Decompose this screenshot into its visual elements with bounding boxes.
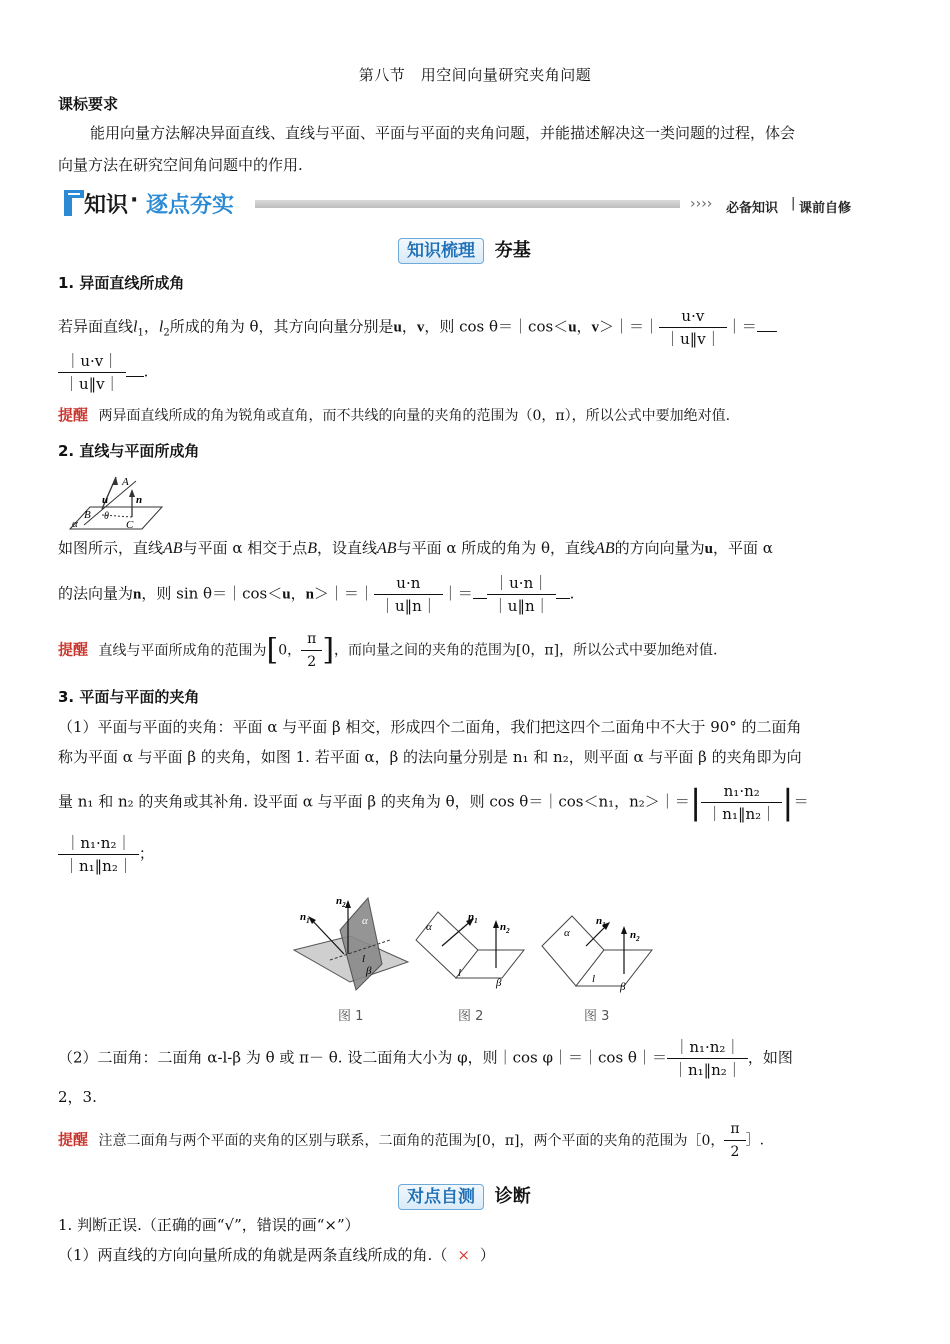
svg-text:n1: $n_1$ (300, 911, 310, 925)
fig-label-B: B (84, 509, 91, 521)
s2-pi-num: π (301, 628, 322, 651)
s1-tip-text: 两异面直线所成的角为锐角或直角，而不共线的向量的夹角的范围为（0，π），所以公式中要加绝对值. (98, 408, 731, 424)
s3-pi-over-2 (724, 1118, 745, 1163)
line-plane-figure (58, 473, 168, 533)
s1-tip (58, 400, 730, 431)
s3-p1-line1: （1）平面与平面的夹角：平面 α 与平面 β 相交，形成四个二面角，我们把这四个二面角中不大于 90° 的二面角 (58, 718, 802, 736)
figure-1 (290, 890, 420, 1000)
svg-text:α: α (564, 927, 570, 939)
s1-comma: ， (401, 317, 417, 336)
svg-text:n1: $n_1$ (468, 911, 478, 925)
s1-tip-label: 提醒 (58, 406, 89, 424)
s1-answer-fraction (58, 350, 126, 395)
s2-line2-a: 的法向量为 (58, 584, 134, 603)
section-tag2-suffix: 诊断 (494, 1186, 531, 1207)
svg-text:n2: $n_2$ (500, 921, 510, 935)
svg-text:β: β (366, 965, 372, 977)
s1-ans-num: ｜u·v｜ (58, 350, 126, 373)
s1-formula-line: 若异面直线$l_1$，$l_2$所成的角为 θ，其方向向量分别是u，v，则 cos θ＝｜cos＜u，v＞｜＝｜ $\frac{u\cdot v}{|u‖v|}$ ｜＝ (58, 305, 898, 350)
s3-tip-a: 注意二面角与两个平面的夹角的区别与联系，二面角的范围为[0，π]，两个平面的夹角的范围为［0， (98, 1132, 725, 1149)
s1-l2-sub: 2 (163, 327, 170, 339)
s2-ans-num: ｜u·n｜ (487, 572, 556, 595)
s2-line1-d: 与平面 α 所成的角为 θ，直线 (396, 539, 596, 557)
s2-vec-n: n (133, 586, 142, 603)
banner-right-text2: 课前自修 (799, 201, 852, 216)
s3-pi-den: 2 (730, 1144, 740, 1160)
fig-label-A: A (122, 476, 129, 488)
s3-semicolon: ； (138, 844, 154, 863)
s3-p1-line3-wrap: 量 n₁ 和 n₂ 的夹角或其补角. 设平面 α 与平面 β 的夹角为 θ，则 cos θ＝｜cos＜n₁，n₂＞｜＝| $\frac{\text{n₁·n₂}}{\text{｜n₁‖n₂｜}}$ |＝ (58, 782, 809, 823)
s1-fraction (659, 305, 727, 350)
s2-tip-label: 提醒 (58, 640, 89, 659)
s2-fraction (374, 572, 443, 617)
s2-line2-d: ｜＝ (442, 584, 473, 603)
s3-p2-a: （2）二面角：二面角 α-l-β 为 θ 或 π－ θ. 设二面角大小为 φ，则｜cos φ｜＝｜cos θ｜＝ (58, 1048, 667, 1067)
s1-l2: l (158, 318, 164, 336)
s2-ans-den: ｜u‖n｜ (492, 597, 550, 615)
s2-tip: 提醒 直线与平面所成角的范围为[0， $\frac{\pi}{2}$ ]，而向量之间的夹角的范围为[0，π]，所以公式中要加绝对值. (58, 628, 718, 673)
s3-p2-fraction (667, 1036, 748, 1081)
s2-pi-den: 2 (307, 654, 317, 670)
s3-tip-b: ］. (745, 1132, 765, 1149)
s1-text-d: ，则 cos θ＝｜cos＜ (424, 317, 569, 336)
s3-pi-num: π (724, 1118, 745, 1141)
s3-frac2-den: ｜n₁‖n₂｜ (64, 857, 133, 875)
s1-heading: 1. 异面直线所成角 (58, 274, 185, 292)
quiz-q1-1-close: ） (479, 1246, 495, 1264)
standard-line1: 能用向量方法解决异面直线、直线与平面、平面与平面的夹角问题，并能描述解决这一类问题的过程，体会 (90, 124, 796, 142)
figure-1-caption: 图 1 (338, 1009, 364, 1024)
quiz-q1-1 (58, 1240, 495, 1270)
s2-line1-e: 的方向向量为 (614, 539, 705, 557)
s3-frac1-den: ｜n₁‖n₂｜ (707, 805, 777, 823)
s1-frac-num: u·v (659, 305, 727, 328)
svg-text:l: l (592, 973, 596, 985)
s1-text-e: ＞｜＝｜ (599, 317, 660, 336)
s2-tip-b: ，而向量之间的夹角的范围为[0，π]，所以公式中要加绝对值. (334, 642, 718, 659)
svg-text:n1: $n_1$ (596, 915, 606, 929)
fig-label-alpha: α (72, 518, 78, 530)
fig-label-n: n (136, 494, 143, 506)
s2-line2-b: ，则 sin θ＝｜cos＜ (141, 584, 283, 603)
s2-frac-num: u·n (374, 572, 443, 595)
s3-tip-label: 提醒 (58, 1130, 89, 1149)
s1-frac-den: ｜u‖v｜ (665, 330, 721, 348)
standard-heading: 课标要求 (58, 95, 119, 113)
s2-vec-u: u (704, 541, 713, 557)
figure-3-caption: 图 3 (584, 1009, 610, 1024)
banner-divider (255, 200, 680, 208)
page-title: 第八节 用空间向量研究夹角问题 (358, 66, 592, 84)
s3-tip (58, 1118, 764, 1163)
quiz-q1: 1. 判断正误.（正确的画“√”，错误的画“×”） (58, 1216, 360, 1234)
s2-line1-b: 与平面 α 相交于点 (182, 539, 308, 557)
svg-text:α: α (362, 915, 368, 927)
s1-text-b: ， (143, 317, 159, 336)
s2-range-zero: 0， (278, 642, 302, 659)
svg-text:n2: $n_2$ (336, 895, 346, 909)
section-tag-selftest (398, 1182, 531, 1208)
quiz-q1-1-answer: × (457, 1246, 470, 1264)
s1-text-c: 所成的角为 θ，其方向向量分别是 (169, 317, 394, 336)
fig-label-theta: θ (104, 511, 109, 522)
figure-3 (538, 906, 658, 998)
section-tag-pill: 知识梳理 (398, 238, 484, 264)
s3-p2-line1 (58, 1036, 793, 1081)
section-tag-knowledge (398, 236, 531, 262)
s2-AB: AB (163, 540, 183, 557)
section-tag2-pill: 对点自测 (398, 1184, 484, 1210)
s3-frac1-num: n₁·n₂ (701, 780, 782, 803)
s1-l1: l (133, 318, 138, 336)
figure-2-caption: 图 2 (458, 1009, 484, 1024)
s2-line2-c: ＞｜＝｜ (313, 584, 374, 603)
s3-equals: ＝ (793, 792, 809, 811)
s3-p2-num: ｜n₁·n₂｜ (667, 1036, 748, 1059)
s1-vec-v: v (416, 319, 425, 336)
s3-p2-b: ，如图 (747, 1048, 793, 1067)
s1-ans-den: ｜u‖v｜ (64, 375, 120, 393)
s1-text-a: 若异面直线 (58, 317, 134, 336)
banner-title-dot: · (130, 188, 139, 213)
fig-label-u: u (102, 494, 109, 506)
svg-text:α: α (426, 921, 432, 933)
banner-separator: | (791, 196, 796, 211)
s3-fraction1 (701, 780, 782, 825)
s3-p2-c: 2，3. (58, 1088, 97, 1106)
s3-p1-line4 (58, 832, 154, 877)
s1-text-f: ｜＝ (726, 317, 757, 336)
s3-fraction2 (58, 832, 139, 877)
banner-title-part2: 逐点夯实 (146, 193, 235, 218)
s2-line1-c: ，设直线 (317, 539, 378, 557)
s2-pi-over-2 (301, 628, 322, 673)
s2-line1-f: ，平面 α (712, 539, 773, 557)
figure-2 (412, 906, 532, 998)
quiz-q1-1-text: （1）两直线的方向向量所成的角就是两条直线所成的角.（ (58, 1246, 448, 1264)
svg-text:l: l (458, 967, 462, 979)
s2-answer-fraction (487, 572, 556, 617)
standard-line2: 向量方法在研究空间角问题中的作用. (58, 156, 303, 174)
s3-p2-den: ｜n₁‖n₂｜ (672, 1061, 742, 1079)
svg-text:n2: $n_2$ (630, 929, 640, 943)
banner-right-text1: 必备知识 (726, 201, 779, 216)
svg-text:l: l (362, 953, 366, 965)
section-tag-suffix: 夯基 (494, 240, 531, 261)
banner-arrows: ›››› (690, 196, 713, 212)
s2-tip-a: 直线与平面所成角的范围为 (98, 642, 267, 659)
s1-l1-sub: 1 (137, 327, 144, 339)
s2-heading: 2. 直线与平面所成角 (58, 442, 200, 460)
s2-point-B: B (307, 540, 318, 557)
s3-heading: 3. 平面与平面的夹角 (58, 688, 200, 706)
svg-text:β: β (620, 981, 626, 993)
s2-line2-e: . (569, 584, 575, 603)
s2-line2: 的法向量为n，则 sin θ＝｜cos＜u，n＞｜＝｜ $\frac{u\cdot n}{|u‖n|}$ ｜＝ $\frac{|u\cdot n|}{|u‖n|}$ . (58, 574, 575, 615)
s2-line1-a: 如图所示，直线 (58, 539, 164, 557)
s3-frac2-num: ｜n₁·n₂｜ (58, 832, 139, 855)
s1-answer-line (58, 350, 148, 395)
s1-vec-u: u (393, 319, 402, 336)
svg-text:β: β (496, 977, 502, 989)
s1-text-g: . (143, 362, 149, 381)
s2-frac-den: ｜u‖n｜ (379, 597, 437, 615)
s2-line1: 如图所示，直线AB与平面 α 相交于点B，设直线AB与平面 α 所成的角为 θ，直线AB的方向向量为u，平面 α (58, 539, 773, 557)
s3-p1-line3: 量 n₁ 和 n₂ 的夹角或其补角. 设平面 α 与平面 β 的夹角为 θ，则 cos θ＝｜cos＜n₁，n₂＞｜＝ (58, 792, 690, 811)
s3-p1-line2: 称为平面 α 与平面 β 的夹角，如图 1. 若平面 α，β 的法向量分别是 n₁ 和 n₂，则平面 α 与平面 β 的夹角即为向 (58, 748, 802, 766)
fig-label-C: C (126, 519, 134, 531)
banner-title-part1: 知识 (84, 193, 129, 218)
